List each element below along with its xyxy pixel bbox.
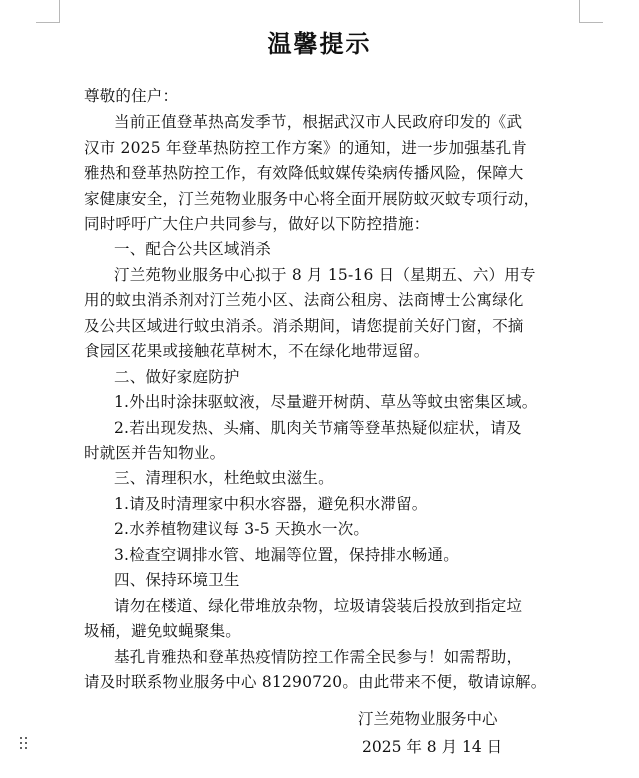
section-heading-home-protection: 二、做好家庭防护 <box>114 368 240 386</box>
intro-line: 当前正值登革热高发季节，根据武汉市人民政府印发的《武 <box>114 113 523 131</box>
section4-line: 请勿在楼道、绿化带堆放杂物，垃圾请袋装后投放到指定垃 <box>114 597 523 615</box>
signature-date: 2025 年 8 月 14 日 <box>362 738 503 756</box>
section2-item: 时就医并告知物业。 <box>84 444 226 462</box>
section3-item: 1.请及时清理家中积水容器，避免积水滞留。 <box>114 495 428 513</box>
section2-item: 2.若出现发热、头痛、肌肉关节痛等登革热疑似症状，请及 <box>114 419 522 437</box>
section-heading-clear-water: 三、清理积水，杜绝蚊虫滋生。 <box>114 469 334 487</box>
section4-line: 圾桶，避免蚊蝇聚集。 <box>84 622 242 640</box>
intro-line: 家健康安全，汀兰苑物业服务中心将全面开展防蚊灭蚊专项行动， <box>84 190 540 208</box>
section1-line: 及公共区域进行蚊虫消杀。消杀期间，请您提前关好门窗，不摘 <box>84 317 524 335</box>
intro-line: 雅热和登革热防控工作，有效降低蚊媒传染病传播风险，保障大 <box>84 164 524 182</box>
crop-mark-top-right <box>579 22 603 23</box>
closing-line: 基孔肯雅热和登革热疫情防控工作需全民参与！如需帮助， <box>114 648 523 666</box>
drag-handle-icon[interactable] <box>18 735 30 755</box>
section-heading-public-disinfection: 一、配合公共区域消杀 <box>114 240 272 258</box>
section3-item: 3.检查空调排水管、地漏等位置，保持排水畅通。 <box>114 546 459 564</box>
crop-mark-top-right <box>579 0 580 22</box>
intro-line: 汉市 2025 年登革热防控工作方案》的通知，进一步加强基孔肯 <box>84 139 528 157</box>
crop-mark-top-left <box>36 22 60 23</box>
intro-line: 同时呼吁广大住户共同参与，做好以下防控措施： <box>84 215 430 233</box>
section1-line: 食园区花果或接触花草树木，不在绿化地带逗留。 <box>84 342 430 360</box>
closing-line: 请及时联系物业服务中心 81290720。由此带来不便，敬请谅解。 <box>84 673 547 691</box>
page-title: 温馨提示 <box>267 29 372 58</box>
section1-line: 汀兰苑物业服务中心拟于 8 月 15-16 日（星期五、六）用专 <box>114 266 536 284</box>
signature-organization: 汀兰苑物业服务中心 <box>358 710 498 728</box>
section3-item: 2.水养植物建议每 3-5 天换水一次。 <box>114 520 370 538</box>
crop-mark-top-left <box>59 0 60 22</box>
salutation: 尊敬的住户： <box>84 87 179 105</box>
section-heading-environment: 四、保持环境卫生 <box>114 571 240 589</box>
section2-item: 1.外出时涂抹驱蚊液，尽量避开树荫、草丛等蚊虫密集区域。 <box>114 393 538 411</box>
section1-line: 用的蚊虫消杀剂对汀兰苑小区、法商公租房、法商博士公寓绿化 <box>84 291 524 309</box>
